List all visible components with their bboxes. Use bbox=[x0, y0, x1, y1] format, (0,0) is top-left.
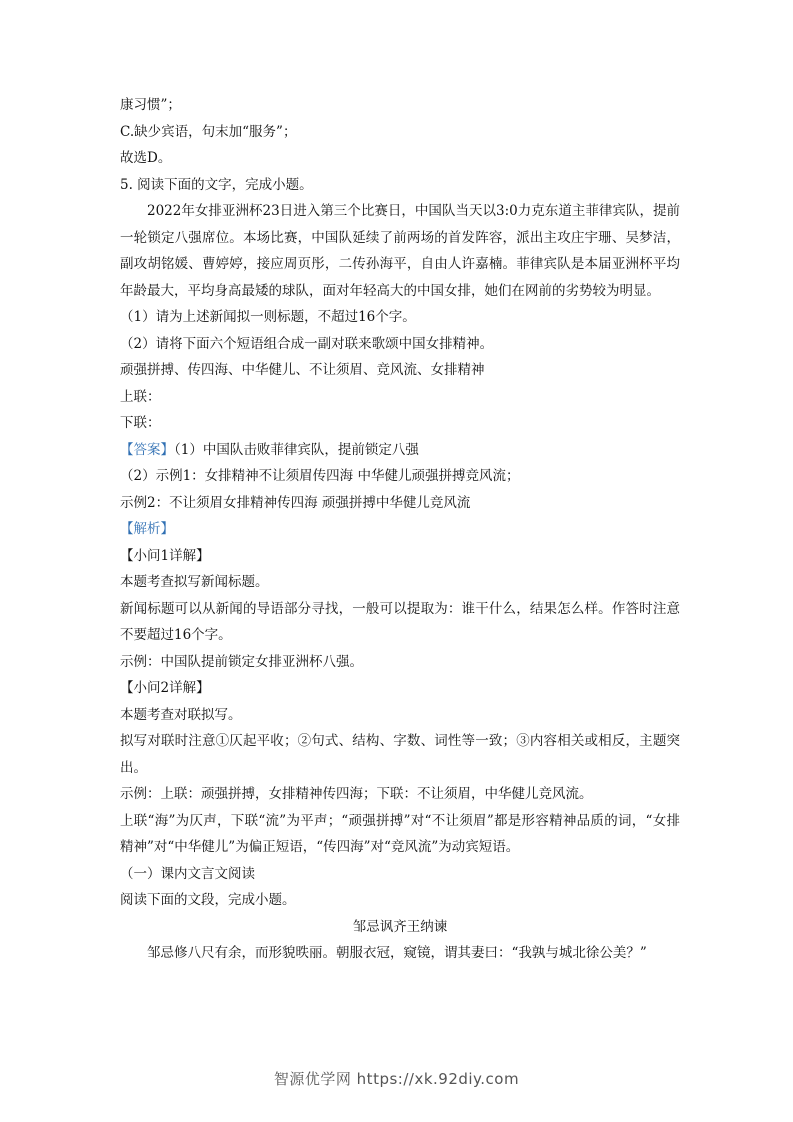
document-content bbox=[120, 92, 680, 967]
section-heading: （一）课内文言文阅读 bbox=[120, 865, 255, 882]
text-title: 邹忌讽齐王纳谏 bbox=[352, 918, 448, 935]
text-line: 示例：上联：顽强拼搏，女排精神传四海；下联：不让须眉，中华健儿竞风流。 bbox=[120, 786, 593, 802]
answer-text: （1）中国队击败菲律宾队，提前锁定八强 bbox=[174, 441, 419, 458]
text-line: 故选D。 bbox=[120, 150, 172, 166]
text-line: C.缺少宾语，句末加“服务”； bbox=[120, 123, 297, 140]
answer-line-2: （2）示例1：女排精神不让须眉传四海 中华健儿顽强拼搏竞风流； bbox=[120, 468, 520, 484]
answer-line-1 bbox=[120, 437, 680, 464]
question-1: （1）请为上述新闻拟一则标题，不超过16个字。 bbox=[120, 309, 416, 325]
instruction-line: 阅读下面的文段，完成小题。 bbox=[120, 892, 296, 908]
text-line: 示例：中国队提前锁定女排亚洲杯八强。 bbox=[120, 653, 363, 670]
sub-question-1-tag: 【小问1详解】 bbox=[120, 547, 210, 564]
answer-tag: 【答案】 bbox=[120, 441, 174, 458]
answer-line-3: 示例2：不让须眉女排精神传四海 顽强拼搏中华健儿竞风流 bbox=[120, 494, 471, 511]
question-2: （2）请将下面六个短语组合成一副对联来歌颂中国女排精神。 bbox=[120, 335, 494, 352]
text-line: 本题考查对联拟写。 bbox=[120, 706, 242, 723]
phrase-list: 顽强拼搏、传四海、中华健儿、不让须眉、竞风流、女排精神 bbox=[120, 362, 485, 378]
text-paragraph: 上联“海”为仄声，下联“流”为平声；“顽强拼搏”对“不让须眉”都是形容精神品质的词，“女排精神”对“中华健儿”为偏正短语，“传四海”对“竞风流”为动宾短语。 bbox=[120, 812, 680, 855]
footer-watermark: 智源优学网 https://xk.92diy.com bbox=[273, 1070, 520, 1088]
news-paragraph: 2022年女排亚洲杯23日进入第三个比赛日，中国队当天以3:0力克东道主菲律宾队，提前一轮锁定八强席位。本场比赛，中国队延续了前两场的首发阵容，派出主攻庄宇珊、吴梦洁，副攻胡铭媛、曹婷婷，接应周页彤，二传孙海平，自由人许嘉楠。菲律宾队是本届亚洲杯平均年龄最大，平均身高最矮的球队，面对年轻高大的中国女排，她们在网前的劣势较为明显。 bbox=[120, 203, 680, 299]
text-line: 本题考查拟写新闻标题。 bbox=[120, 574, 269, 590]
lower-couplet-label: 下联： bbox=[120, 415, 161, 431]
analysis-tag: 【解析】 bbox=[120, 521, 174, 537]
text-paragraph: 新闻标题可以从新闻的导语部分寻找，一般可以提取为：谁干什么，结果怎么样。作答时注意不要超过16个字。 bbox=[120, 600, 680, 643]
upper-couplet-label: 上联： bbox=[120, 388, 161, 405]
classical-text-paragraph: 邹忌修八尺有余，而形貌昳丽。朝服衣冠，窥镜，谓其妻曰：“我孰与城北徐公美？” bbox=[147, 945, 647, 961]
question-heading: 5. 阅读下面的文字，完成小题。 bbox=[120, 176, 313, 193]
sub-question-2-tag: 【小问2详解】 bbox=[120, 680, 210, 696]
text-line: 康习惯”； bbox=[120, 97, 181, 113]
text-paragraph: 拟写对联时注意①仄起平收；②句式、结构、字数、词性等一致；③内容相关或相反，主题突出。 bbox=[120, 733, 680, 776]
